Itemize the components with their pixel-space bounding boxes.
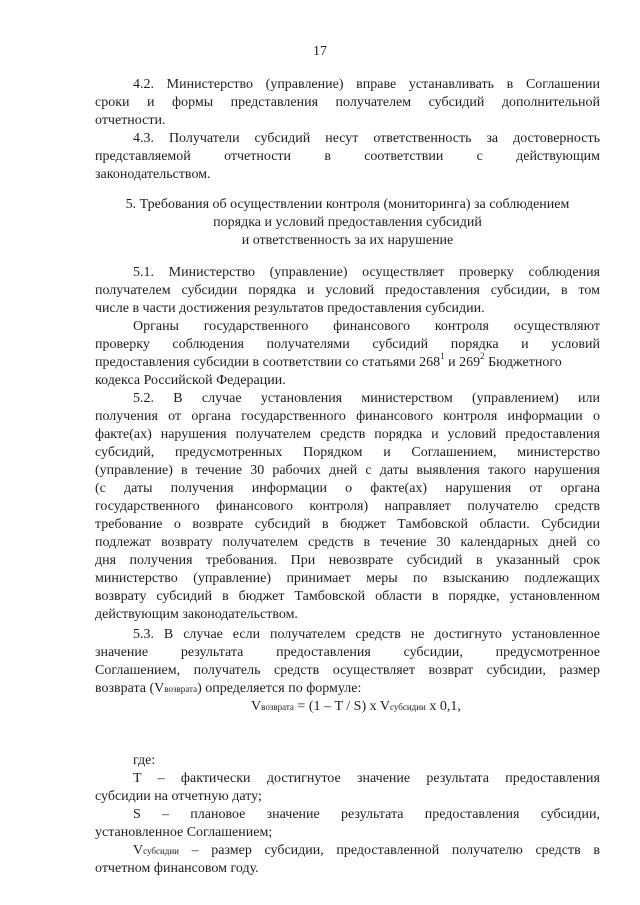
p5-2-line-7: государственного финансового контроля) направляет получателю средств xyxy=(95,499,600,514)
p5-2-line-13: действующим законодательством. xyxy=(95,607,298,622)
p4-2-line-2: сроки и формы представления получателем субсидий дополнительной xyxy=(95,95,600,110)
p4-3-line-1: 4.3. Получатели субсидий несут ответственность за достоверность xyxy=(133,131,600,146)
p5-3-line-3: Соглашением, получатель средств осуществляет возврат субсидии, размер xyxy=(95,663,600,678)
p5-3-line-4: возврата (Vвозврата) определяется по формуле: xyxy=(95,681,362,696)
p5-2-line-2: получения от органа государственного финансового контроля информации о xyxy=(95,409,600,424)
section5-heading-line-1: 5. Требования об осуществлении контроля (мониторинга) за соблюдением xyxy=(125,197,570,212)
page-number: 17 xyxy=(313,44,327,59)
def-s-line-2: установленное Соглашением; xyxy=(95,825,273,840)
def-v-line-2: отчетном финансовом году. xyxy=(95,861,259,876)
p-organs-line-2: проверку соблюдения получателями субсидий порядка и условий xyxy=(95,337,600,352)
section5-heading-line-3: и ответственность за их нарушение xyxy=(241,233,454,248)
p4-2-line-3: отчетности. xyxy=(95,113,166,128)
p5-2-line-6: (с даты получения информации о факте(ах) нарушения от органа xyxy=(95,481,600,496)
section5-heading-line-2: порядка и условий предоставления субсидий xyxy=(213,215,482,230)
p5-2-line-11: министерство (управление) принимает меры по взысканию подлежащих xyxy=(95,571,600,586)
p5-1-line-2: получателем субсидии порядка и условий предоставления субсидии, в том xyxy=(95,283,600,298)
p-organs-line-1: Органы государственного финансового контроля осуществляют xyxy=(133,319,600,334)
p5-3-line-2: значение результата предоставления субсидии, предусмотренное xyxy=(95,645,600,660)
p5-1-line-3: числе в части достижения результатов предоставления субсидии. xyxy=(95,301,485,316)
def-s-line-1: S – плановое значение результата предоставления субсидии, xyxy=(133,807,600,822)
def-t-line-2: субсидии на отчетную дату; xyxy=(95,789,262,804)
p5-2-line-1: 5.2. В случае установления министерством (управлением) или xyxy=(133,391,600,406)
p5-2-line-5: (управление) в течение 30 рабочих дней с даты выявления такого нарушения xyxy=(95,463,600,478)
def-v-line-1: Vсубсидии – размер субсидии, предоставленной получателю средств в xyxy=(133,843,600,858)
p5-2-line-12: возврату субсидий в бюджет Тамбовской области в порядке, установленном xyxy=(95,589,600,604)
p-organs-line-3: предоставления субсидии в соответствии со статьями $268^1$ и $269^2$ Бюджетного xyxy=(95,351,562,370)
p4-3-line-2: представляемой отчетности в соответствии с действующим xyxy=(95,149,600,164)
p-organs-line-4: кодекса Российской Федерации. xyxy=(95,373,286,388)
formula: Vвозврата = (1 – T / S) x Vсубсидии x 0,1, xyxy=(251,699,461,714)
p5-3-line-1: 5.3. В случае если получателем средств не достигнуто установленное xyxy=(133,627,600,642)
p4-2-line-1: 4.2. Министерство (управление) вправе устанавливать в Соглашении xyxy=(133,77,600,92)
p4-3-line-3: законодательством. xyxy=(95,167,211,182)
p5-2-line-8: требование о возврате субсидий в бюджет Тамбовской области. Субсидии xyxy=(95,517,600,532)
p5-2-line-3: факте(ах) нарушения получателем средств порядка и условий предоставления xyxy=(95,427,600,442)
p5-1-line-1: 5.1. Министерство (управление) осуществляет проверку соблюдения xyxy=(133,265,600,280)
where-label: где: xyxy=(133,753,156,768)
p5-2-line-4: субсидий, предусмотренных Порядком и Соглашением, министерство xyxy=(95,445,600,460)
p5-2-line-10: дня получения требования. При невозврате субсидий в указанный срок xyxy=(95,553,600,568)
p5-2-line-9: подлежат возврату получателем средств в течение 30 календарных дней со xyxy=(95,535,600,550)
def-t-line-1: T – фактически достигнутое значение результата предоставления xyxy=(133,771,600,786)
